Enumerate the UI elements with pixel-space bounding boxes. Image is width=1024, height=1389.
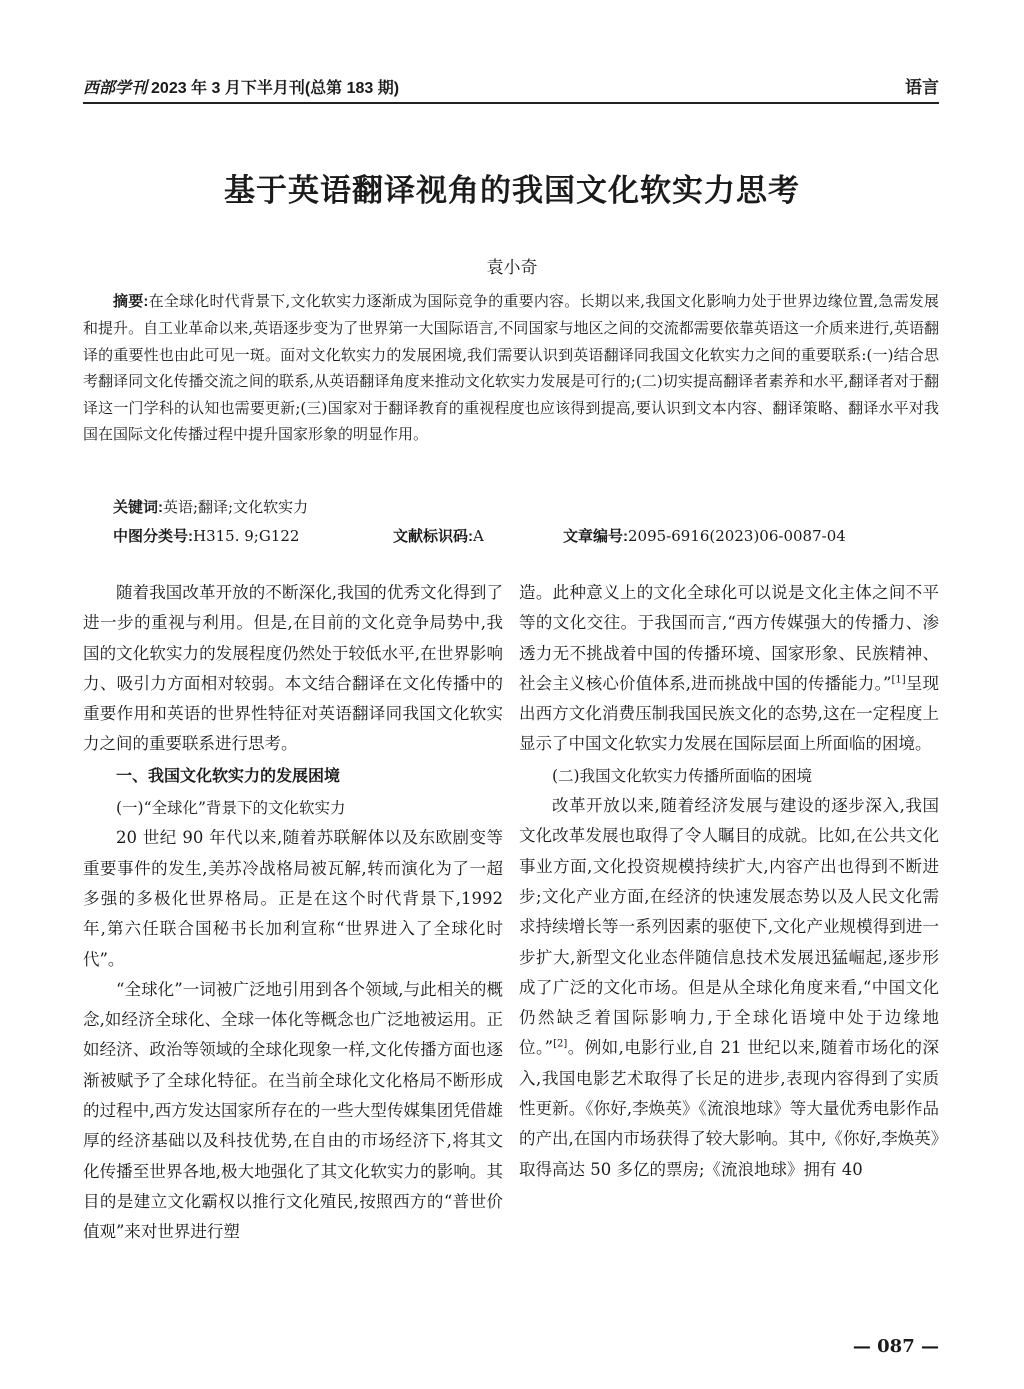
- abstract-label: 摘要:: [113, 293, 149, 310]
- clc-code: [113, 525, 393, 546]
- subsection-heading: (二)我国文化软实力传播所面临的困境: [552, 766, 813, 785]
- keywords-label: 关键词:: [113, 499, 163, 516]
- article-number: [563, 525, 846, 546]
- classification-line: [113, 525, 939, 546]
- abstract: [83, 288, 939, 447]
- subsection-heading: (一)“全球化”背景下的文化软实力: [116, 799, 346, 818]
- author-name: 袁小奇: [486, 258, 538, 278]
- paragraph-text: 造。此种意义上的文化全球化可以说是文化主体之间不平等的文化交往。于我国而言,“西方传媒强大的传播力、渗透力无不挑战着中国的传播环境、国家形象、民族精神、社会主义核心价值体系,进而挑战中国的传播能力。”: [519, 583, 939, 693]
- clc-label: 中图分类号:: [113, 528, 193, 545]
- page-number: — 087 —: [852, 1336, 939, 1357]
- paragraph: [519, 578, 939, 760]
- citation-ref[interactable]: [1]: [891, 674, 906, 686]
- paragraph: 随着我国改革开放的不断深化,我国的优秀文化得到了进一步的重视与利用。但是,在目前的文化竞争局势中,我国的文化软实力的发展程度仍然处于较低水平,在世界影响力、吸引力方面相对较弱。本文结合翻译在文化传播中的重要作用和英语的世界性特征对英语翻译同我国文化软实力之间的重要联系进行思考。: [83, 583, 503, 754]
- clc-value: H315. 9;G122: [193, 527, 300, 545]
- paragraph: [519, 791, 939, 1185]
- abstract-text: 在全球化时代背景下,文化软实力逐渐成为国际竞争的重要内容。长期以来,我国文化影响力处于世界边缘位置,急需发展和提升。自工业革命以来,英语逐步变为了世界第一大国际语言,不同国家与地区之间的交流都需要依靠英语这一介质来进行,英语翻译的重要性也由此可见一斑。面对文化软实力的发展困境,我们需要认识到英语翻译同我国文化软实力之间的重要联系:(一)结合思考翻译同文化传播交流之间的联系,从英语翻译角度来推动文化软实力发展是可行的;(二)切实提高翻译者素养和水平,翻译者对于翻译这一门学科的认知也需要更新;(三)国家对于翻译教育的重视程度也应该得到提高,要认识到文本内容、翻译策略、翻译水平对我国在国际文化传播过程中提升国家形象的明显作用。: [83, 292, 940, 444]
- issue-info: 2023 年 3 月下半月刊(总第 183 期): [151, 80, 400, 97]
- keywords: [113, 496, 308, 517]
- body-column-right: [519, 578, 939, 1185]
- section-heading: 一、我国文化软实力的发展困境: [116, 767, 341, 785]
- paragraph: “全球化”一词被广泛地引用到各个领域,与此相关的概念,如经济全球化、全球一体化等概念也广泛地被运用。正如经济、政治等领域的全球化现象一样,文化传播方面也逐渐被赋予了全球化特征。在当前全球化文化格局不断形成的过程中,西方发达国家所存在的一些大型传媒集团凭借雄厚的经济基础以及科技优势,在自由的市场经济下,将其文化传播至世界各地,极大地强化了其文化软实力的影响。其目的是建立文化霸权以推行文化殖民,按照西方的“普世价值观”来对世界进行塑: [83, 979, 503, 1242]
- paragraph-text: 改革开放以来,随着经济发展与建设的逐步深入,我国文化改革发展也取得了令人瞩目的成就。比如,在公共文化事业方面,文化投资规模持续扩大,内容产出也得到不断进步;文化产业方面,在经济的快速发展态势以及人民文化需求持续增长等一系列因素的驱使下,文化产业规模得到进一步扩大,新型文化业态伴随信息技术发展迅猛崛起,逐步形成了广泛的文化市场。但是从全球化角度来看,“中国文化仍然缺乏着国际影响力,于全球化语境中处于边缘地位。”: [519, 796, 939, 1058]
- article-label: 文章编号:: [563, 528, 628, 545]
- paragraph-text: 呈现出西方文化消费压制我国民族文化的态势,这在一定程度上显示了中国文化软实力发展在国际层面上所面临的困境。: [519, 673, 940, 754]
- journal-issue: [83, 75, 399, 98]
- paragraph: 20 世纪 90 年代以来,随着苏联解体以及东欧剧变等重要事件的发生,美苏冷战格局被瓦解,转而演化为了一超多强的多极化世界格局。正是在这个时代背景下,1992 年,第六任联合国秘书长加利宣称“世界进入了全球化时代”。: [83, 828, 503, 969]
- doc-code: [393, 525, 563, 546]
- citation-ref[interactable]: [2]: [553, 1038, 568, 1050]
- doc-value: A: [473, 527, 484, 545]
- doc-label: 文献标识码:: [393, 528, 473, 545]
- body-column-left: [83, 578, 503, 1248]
- running-header: [83, 68, 939, 104]
- article-title: 基于英语翻译视角的我国文化软实力思考: [224, 173, 800, 209]
- keywords-text: 英语;翻译;文化软实力: [163, 498, 309, 516]
- paragraph-text: 。例如,电影行业,自 21 世纪以来,随着市场化的深入,我国电影艺术取得了长足的进步,表现内容得到了实质性更新。《你好,李焕英》《流浪地球》等大量优秀电影作品的产出,在国内市场获得了较大影响。其中,《你好,李焕英》取得高达 50 多亿的票房;《流浪地球》拥有 40: [519, 1038, 939, 1179]
- journal-logo: 西部学刊: [83, 78, 148, 97]
- section-label: 语言: [905, 78, 939, 97]
- article-value: 2095-6916(2023)06-0087-04: [628, 527, 846, 545]
